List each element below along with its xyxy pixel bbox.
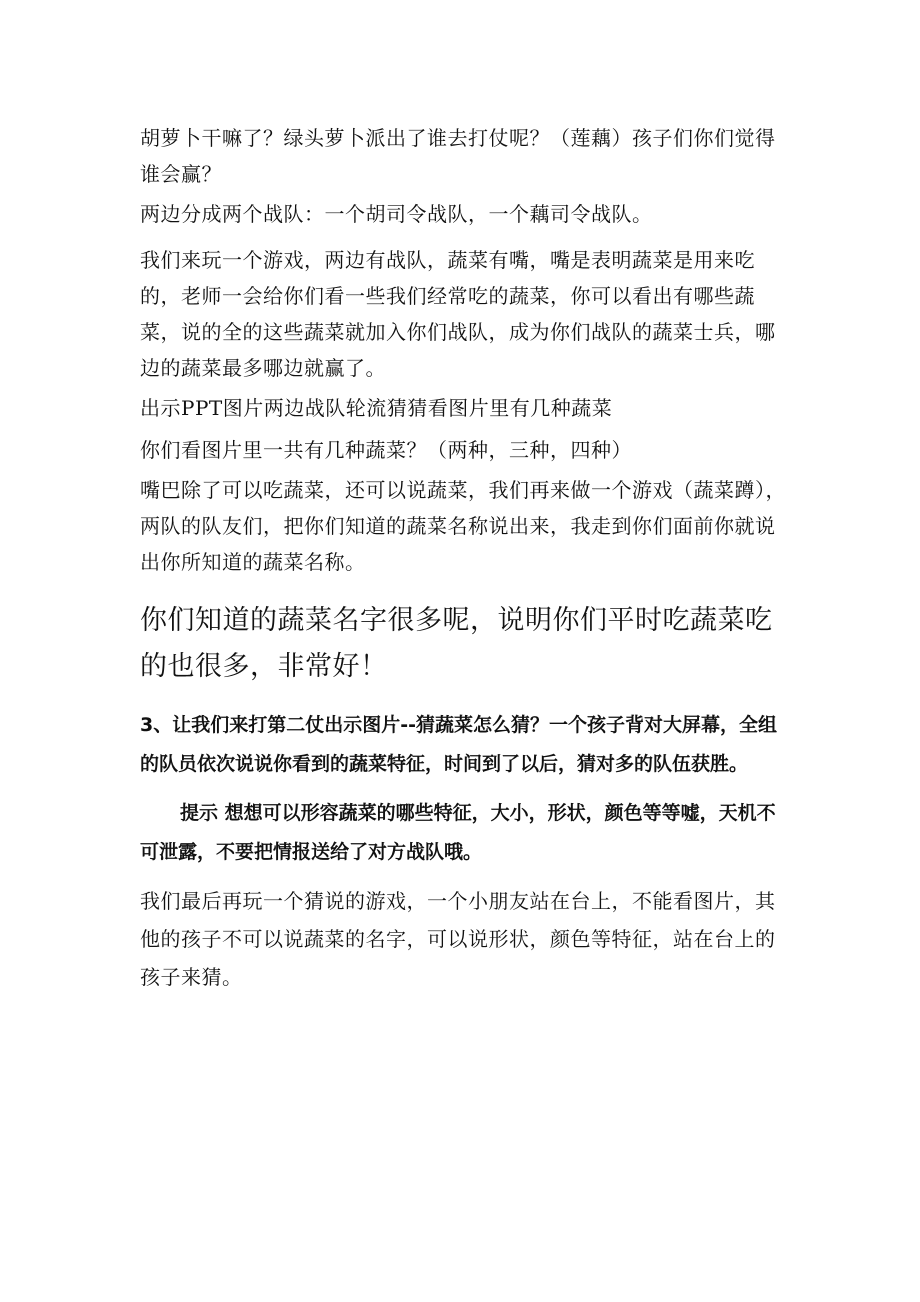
paragraph-how-many-vegetables: 你们看图片里一共有几种蔬菜？（两种，三种，四种）: [140, 438, 632, 462]
paragraph-question-who-wins: 胡萝卜干嘛了？绿头萝卜派出了谁去打仗呢？（莲藕）孩子们你们觉得谁会赢？: [140, 126, 776, 186]
paragraph-ppt-guess: 出示PPT图片两边战队轮流猜猜看图片里有几种蔬菜: [140, 396, 613, 420]
paragraph-game-rules: 我们来玩一个游戏，两边有战队，蔬菜有嘴，嘴是表明蔬菜是用来吃的，老师一会给你们看一些我们经常吃的蔬菜，你可以看出有哪些蔬菜，说的全的这些蔬菜就加入你们战队，成为你们战队的蔬菜士兵，哪边的蔬菜最多哪边就赢了。: [140, 248, 776, 380]
paragraph-vegetable-squat-game: 嘴巴除了可以吃蔬菜，还可以说蔬菜，我们再来做一个游戏（蔬菜蹲），两队的队友们，把你们知道的蔬菜名称说出来，我走到你们面前你就说出你所知道的蔬菜名称。: [140, 478, 786, 574]
hint-paragraph: 提示 想想可以形容蔬菜的哪些特征，大小，形状，颜色等等嘘，天机不可泄露，不要把情报送给了对方战队哦。: [140, 802, 776, 863]
paragraph-two-teams: 两边分成两个战队：一个胡司令战队，一个藕司令战队。: [140, 202, 653, 226]
paragraph-final-game: 我们最后再玩一个猜说的游戏，一个小朋友站在台上，不能看图片，其他的孩子不可以说蔬菜的名字，可以说形状，颜色等特征，站在台上的孩子来猜。: [140, 889, 776, 989]
section-3-guess-vegetables: 3、让我们来打第二仗出示图片--猜蔬菜怎么猜？一个孩子背对大屏幕，全组的队员依次说说你看到的蔬菜特征，时间到了以后，猜对多的队伍获胜。: [140, 714, 777, 775]
emphasis-praise: 你们知道的蔬菜名字很多呢，说明你们平时吃蔬菜吃的也很多，非常好！: [140, 605, 773, 682]
document-body: [140, 120, 790, 996]
